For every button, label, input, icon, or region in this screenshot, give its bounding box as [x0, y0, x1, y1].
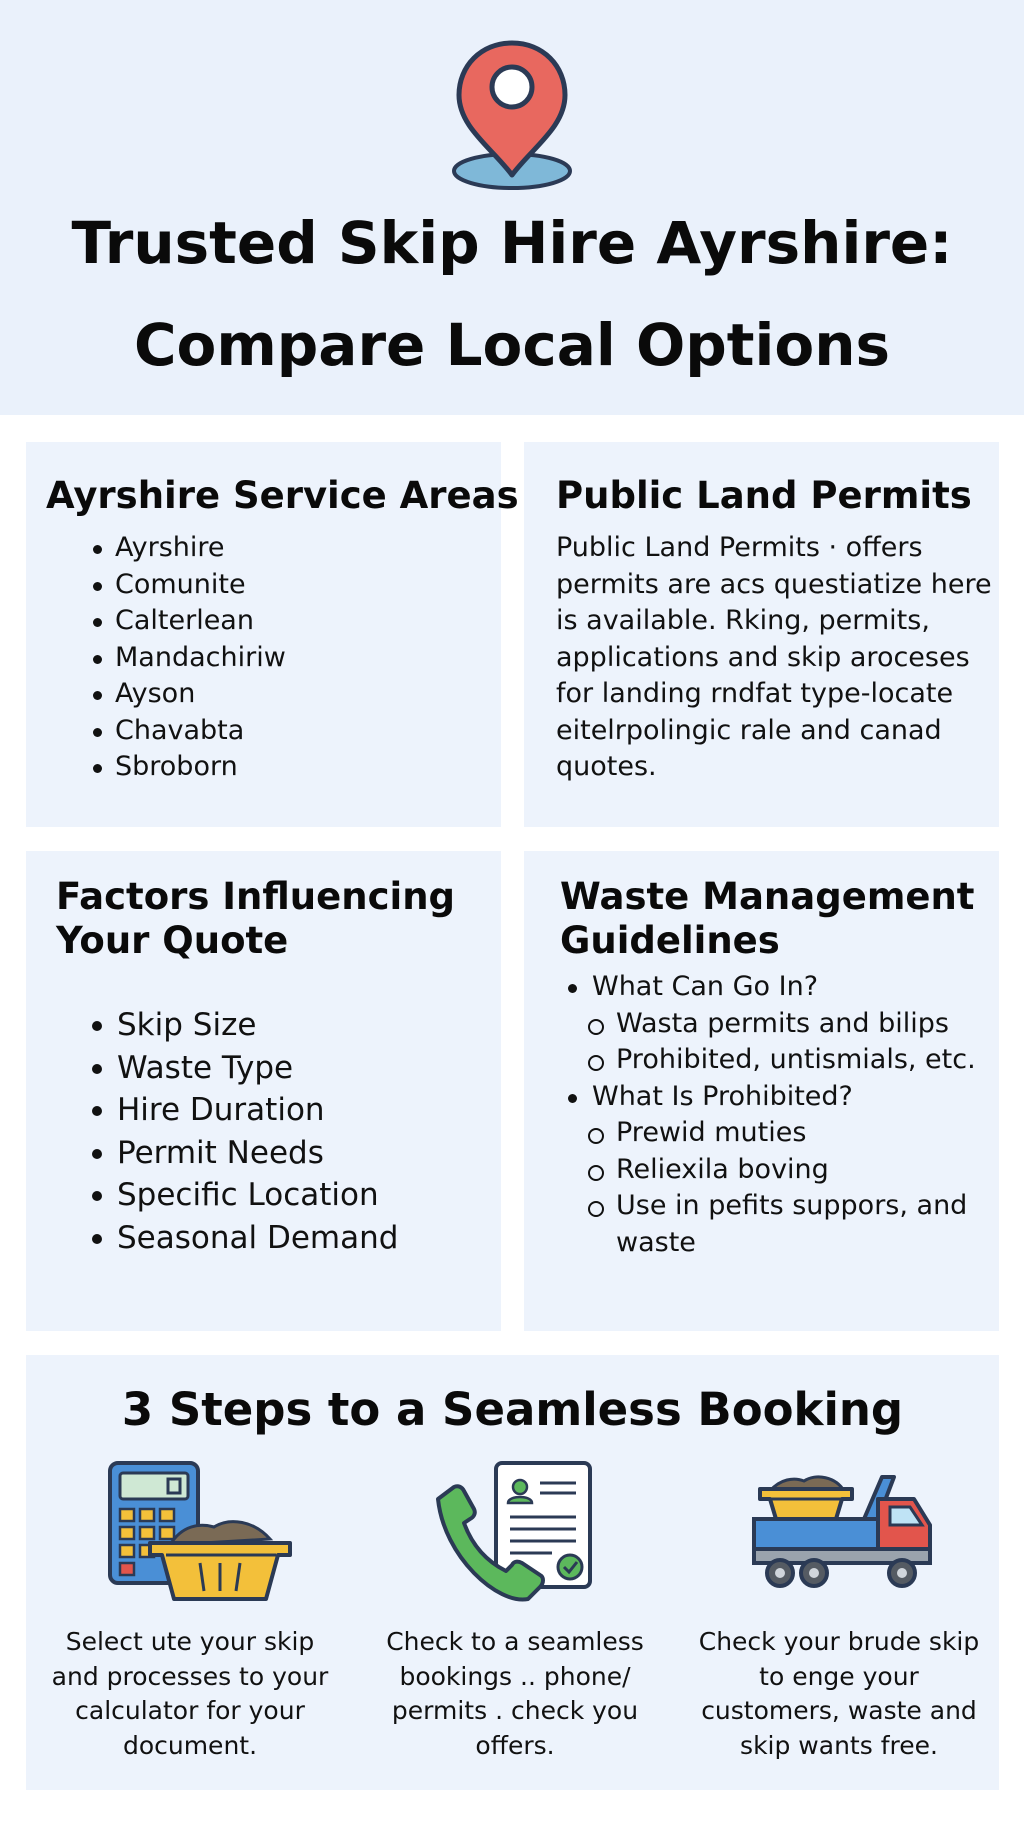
- guideline-sublist: [564, 1115, 984, 1261]
- waste-guidelines-list: [564, 969, 984, 1261]
- list-item: Calterlean: [89, 603, 286, 640]
- permits-body: Public Land Permits · offers permits are acs questiatize here is available. Rking, permits, applications and skip aroceses for landing rndfat type-locate eitelrpolingic rale and canad quotes.: [556, 532, 992, 782]
- booking-steps-section: [26, 1355, 999, 1790]
- list-item: Ayrshire: [89, 530, 286, 567]
- list-item: Wasta permits and bilips: [564, 1006, 984, 1043]
- guideline-sublist: [564, 1006, 984, 1079]
- location-pin-icon: [448, 35, 576, 195]
- permits-heading: Public Land Permits: [556, 474, 972, 517]
- list-item: Hire Duration: [89, 1089, 398, 1132]
- list-item: Ayson: [89, 676, 286, 713]
- list-item: Skip Size: [89, 1004, 398, 1047]
- booking-steps-heading: 3 Steps to a Seamless Booking: [121, 1383, 904, 1436]
- guideline-group-label: What Can Go In?: [564, 969, 984, 1006]
- quote-factors-card: [26, 851, 501, 1331]
- step-2-text: Check to a seamless bookings .. phone/ permits . check you offers.: [386, 1627, 644, 1760]
- list-item: Prewid muties: [564, 1115, 984, 1152]
- page-title-line-2: Compare Local Options: [133, 311, 891, 379]
- phone-document-icon: [428, 1459, 618, 1609]
- list-item: Chavabta: [89, 713, 286, 750]
- quote-factors-list: [89, 1004, 398, 1259]
- public-land-permits-card: [524, 442, 999, 827]
- header-banner: [0, 0, 1024, 415]
- service-areas-card: [26, 442, 519, 827]
- list-item: Use in pefits suppors, and waste: [564, 1188, 984, 1261]
- service-areas-heading: Ayrshire Service Areas: [46, 474, 519, 517]
- guideline-group-label: What Is Prohibited?: [564, 1079, 984, 1116]
- service-areas-list: [89, 530, 286, 786]
- list-item: Seasonal Demand: [89, 1217, 398, 1260]
- list-item: Reliexila boving: [564, 1152, 984, 1189]
- list-item: Comunite: [89, 567, 286, 604]
- list-item: Sbroborn: [89, 749, 286, 786]
- waste-guidelines-heading: Waste Management Guidelines: [560, 875, 975, 962]
- list-item: Permit Needs: [89, 1132, 398, 1175]
- calculator-skip-icon: [104, 1459, 294, 1609]
- list-item: Prohibited, untismials, etc.: [564, 1042, 984, 1079]
- step-3-text: Check your brude skip to enge your customers, waste and skip wants free.: [698, 1627, 980, 1760]
- quote-factors-heading: Factors Influencing Your Quote: [56, 875, 456, 962]
- list-item: Mandachiriw: [89, 640, 286, 677]
- skip-truck-icon: [746, 1459, 936, 1609]
- step-1-text: Select ute your skip and processes to your calculator for your document.: [51, 1627, 329, 1760]
- page-title-line-1: Trusted Skip Hire Ayrshire:: [71, 209, 953, 277]
- list-item: Specific Location: [89, 1174, 398, 1217]
- list-item: Waste Type: [89, 1047, 398, 1090]
- waste-guidelines-card: [524, 851, 999, 1331]
